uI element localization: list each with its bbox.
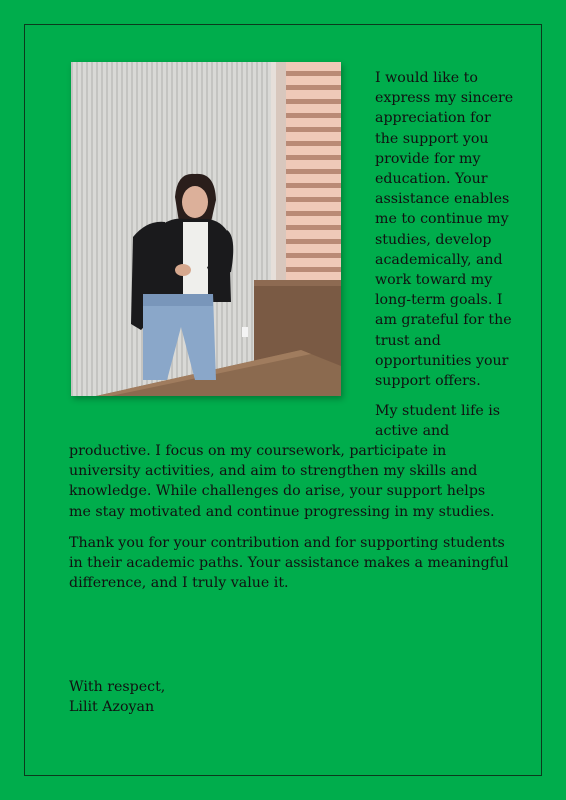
letter-signoff [69,677,369,717]
closing-line: With respect, [69,679,166,695]
letter-paragraph-2-start: My student life is active and [375,403,501,440]
signature-name: Lilit Azoyan [69,699,155,716]
letter-paragraph-1: I would like to express my sincere appreciation for the support you provide for my education. Your assistance enables me to continue my studies, develop academically, and work toward my long-term goals. I am grateful for the trust and opportunities your support offers. [375,70,514,390]
letter-paragraph-2-rest: productive. I focus on my coursework, participate in university activities, and aim to strengthen my skills and knowledge. While challenges do arise, your support helps me stay motivated and continue progressing in my studies. [69,443,495,520]
letter-paragraph-2-start-block [375,401,515,441]
student-photo [71,62,341,396]
letter-body [69,441,509,604]
letter-side-column [375,68,515,402]
letter-paragraph-3: Thank you for your contribution and for supporting students in their academic paths. Your assistance makes a meaningful difference, and I truly value it. [69,534,509,592]
